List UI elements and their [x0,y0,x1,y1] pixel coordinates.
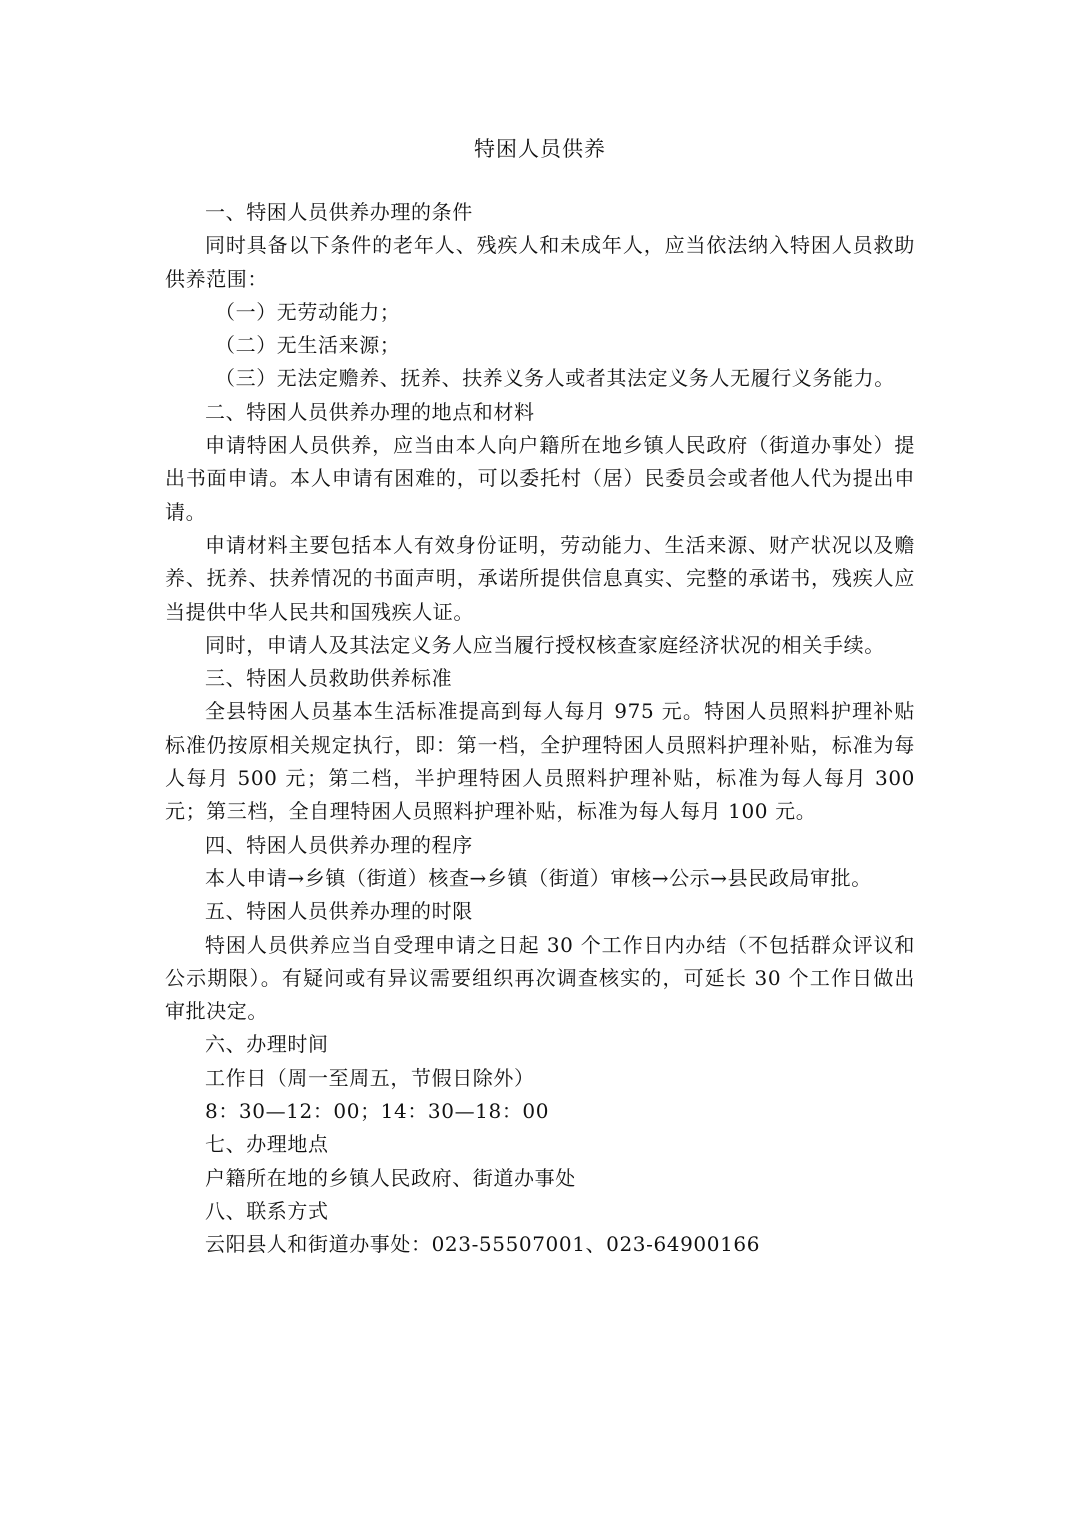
paragraph-procedure: 本人申请→乡镇（街道）核查→乡镇（街道）审核→公示→县民政局审批。 [205,865,872,890]
list-item-condition-1: （一）无劳动能力； [215,299,401,324]
paragraph-authorization: 同时，申请人及其法定义务人应当履行授权核查家庭经济状况的相关手续。 [205,632,885,657]
section-heading-office-hours: 六、办理时间 [205,1032,329,1057]
section-heading-location-materials: 二、特困人员供养办理的地点和材料 [205,399,535,424]
document-title: 特困人员供养 [474,137,606,161]
paragraph-application: 申请特困人员供养，应当由本人向户籍所在地乡镇人民政府（街道办事处）提出书面申请。本人申请有困难的，可以委托村（居）民委员会或者他人代为提出申请。 [165,433,915,524]
list-item-condition-3: （三）无法定赡养、抚养、扶养义务人或者其法定义务人无履行义务能力。 [215,366,895,391]
section-heading-standards: 三、特困人员救助供养标准 [205,666,453,691]
paragraph-conditions-intro: 同时具备以下条件的老年人、残疾人和未成年人，应当依法纳入特困人员救助供养范围： [165,233,915,291]
section-heading-procedure: 四、特困人员供养办理的程序 [205,832,473,857]
paragraph-standards: 全县特困人员基本生活标准提高到每人每月 975 元。特困人员照料护理补贴标准仍按原相关规定执行，即：第一档，全护理特困人员照料护理补贴，标准为每人每月 500 元；第二档，半护理特困人员照料护理补贴，标准为每人每月 300 元；第三档，全自理特困人员照料护理补贴，标准为每人每月 100 元。 [165,699,915,824]
section-heading-time-limit: 五、特困人员供养办理的时限 [205,899,473,924]
paragraph-contact: 云阳县人和街道办事处：023-55507001、023-64900166 [205,1232,761,1257]
section-heading-contact: 八、联系方式 [205,1198,329,1223]
list-item-condition-2: （二）无生活来源； [215,333,401,358]
paragraph-workdays: 工作日（周一至周五，节假日除外） [205,1065,535,1090]
paragraph-time-limit: 特困人员供养应当自受理申请之日起 30 个工作日内办结（不包括群众评议和公示期限）。有疑问或有异议需要组织再次调查核实的，可延长 30 个工作日做出审批决定。 [165,932,915,1024]
paragraph-office-location: 户籍所在地的乡镇人民政府、街道办事处 [205,1165,576,1190]
document-page [165,132,915,1262]
section-heading-conditions: 一、特困人员供养办理的条件 [205,200,473,224]
paragraph-materials: 申请材料主要包括本人有效身份证明，劳动能力、生活来源、财产状况以及赡养、抚养、扶养情况的书面声明，承诺所提供信息真实、完整的承诺书，残疾人应当提供中华人民共和国残疾人证。 [165,532,915,624]
section-heading-office-location: 七、办理地点 [205,1132,329,1157]
paragraph-hours: 8：30—12：00；14：30—18：00 [205,1099,550,1124]
